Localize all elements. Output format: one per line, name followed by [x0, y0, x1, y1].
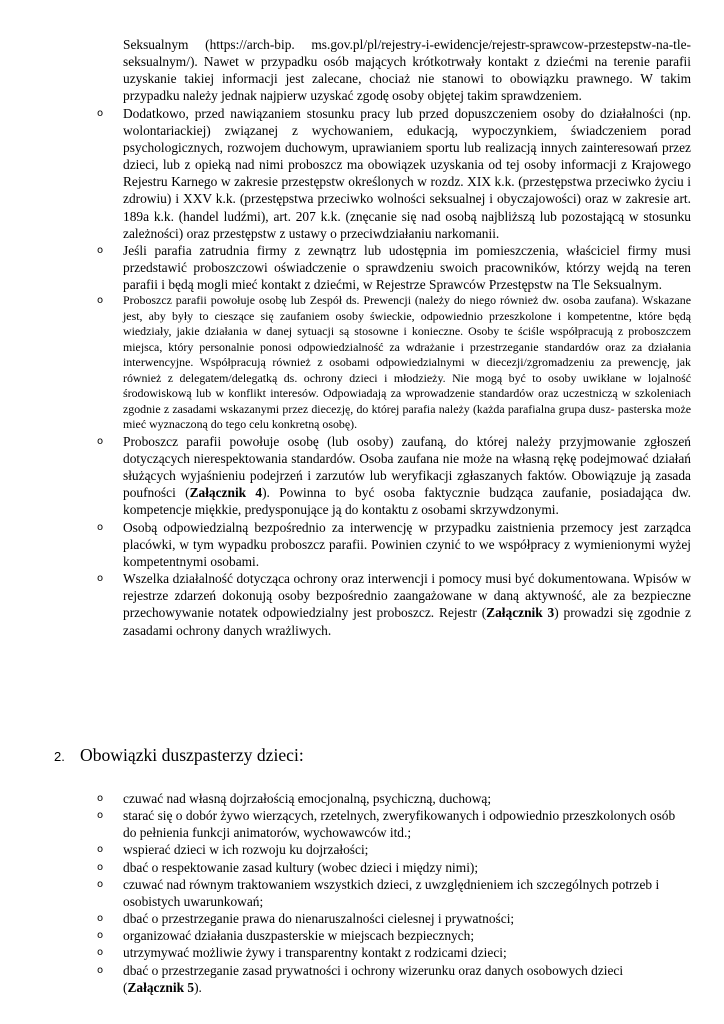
list-item [0, 519, 724, 570]
list-item [0, 242, 724, 293]
list-item [0, 807, 724, 841]
bullet-marker: o [97, 521, 104, 533]
bullet-marker: o [97, 861, 104, 873]
bullet-marker: o [97, 947, 104, 959]
list-item [0, 570, 724, 639]
bullet-marker: o [97, 573, 104, 585]
bullet-marker: o [97, 244, 104, 256]
bullet-marker: o [97, 913, 104, 925]
bullet-marker: o [97, 878, 104, 890]
paragraph-text: Proboszcz parafii powołuje osobę (lub osoby) zaufaną, do której należy przyjmowanie zgłoszeń dotyczących nierespektowania standardów. Osoba zaufana nie może na własną rękę podejmować działań służących wyjaśnieniu podejrzeń i zarzutów lub weryfikacji zgłaszanych faktów. Obowiązuje ją zasada poufności ( [123, 433, 691, 501]
bullet-marker: o [97, 844, 104, 856]
paragraph-text: ). Powinna to być osoba faktycznie budząca zaufanie, posiadająca dw. kompetencje miękkie, predysponujące ją do kontaktu z osobami skrzywdzonymi. [123, 485, 691, 518]
duty-text: dbać o przestrzeganie prawa do nienaruszalności cielesnej i prywatności; [123, 911, 515, 927]
section-number: 2. [54, 749, 65, 764]
duty-text: czuwać nad równym traktowaniem wszystkich dzieci, z uwzględnieniem ich szczególnych potrzeb i osobistych uwarunkowań; [123, 876, 660, 909]
paragraph-text: Dodatkowo, przed nawiązaniem stosunku pracy lub przed dopuszczeniem osoby do działalności (np. wolontariackiej) związanej z wychowaniem, edukacją, wypoczynkiem, świadczeniem porad psychologicznych, rozwojem duchowym, uprawianiem sportu lub realizacją innych zainteresowań przez dzieci, lub z opieką nad nimi proboszcz ma obowiązek uzyskania od tej osoby informacji z Krajowego Rejestru Karnego w zakresie przestępstw określonych w rozdz. XIX k.k. (przestępstwa przeciwko życiu i zdrowiu) i XXV k.k. (przestępstwa przeciwko wolności seksualnej i obyczajowości) oraz w zakresie art. 189a k.k. (handel ludźmi), art. 207 k.k. (znęcanie się nad osobą najbliższą lub pozostającą w stosunku zależności) oraz przestępstw z ustawy o przeciwdziałaniu narkomanii. [123, 105, 691, 241]
paragraph-text: Osobą odpowiedzialną bezpośrednio za interwencję w przypadku zaistnienia przemocy jest zarządca placówki, w tym wypadku proboszcz parafii. Powinien czynić to we współpracy z wymienionymi wyżej kompetentnymi osobami. [123, 519, 691, 569]
duty-text: dbać o przestrzeganie zasad prywatności i ochrony wizerunku oraz danych osobowych dzieci ( [123, 962, 624, 995]
list-item [0, 36, 724, 105]
duty-text: ). [194, 979, 202, 995]
duty-text: starać się o dobór żywo wierzących, rzetelnych, zweryfikowanych i odpowiednio przeszkolonych osób do pełnienia funkcji animatorów, wychowawców itd.; [123, 808, 676, 841]
list-item [0, 790, 724, 807]
duty-text: wspierać dzieci w ich rozwoju ku dojrzałości; [123, 842, 369, 858]
annex-reference: Załącznik 4 [189, 485, 263, 501]
section-title: Obowiązki duszpasterzy dzieci: [80, 745, 304, 765]
bullet-marker: o [97, 295, 104, 307]
paragraph-text: Jeśli parafia zatrudnia firmy z zewnątrz lub udostępnia im pomieszczenia, właściciel firmy musi przedstawić proboszczowi oświadczenie o sprawdzeniu swoich pracowników, którzy wejdą na teren parafii i będą mogli mieć kontakt z dziećmi, w Rejestrze Sprawców Przestępstw na Tle Seksualnym. [123, 242, 691, 293]
bullet-marker: o [97, 930, 104, 942]
duty-text: organizować działania duszpasterskie w miejscach bezpiecznych; [123, 928, 475, 944]
paragraph-text: Wszelka działalność dotycząca ochrony oraz interwencji i pomocy musi być dokumentowana. Wpisów w rejestrze zdarzeń dokonują osoby bezpośrednio zaangażowane w daną aktywność, ale za bezpieczne przechowywanie notatek odpowiedzialny jest proboszcz. Rejestr ( [123, 571, 691, 621]
paragraph-text: Proboszcz parafii powołuje osobę lub Zespół ds. Prewencji (należy do niego również dw. osoba zaufana). Wskazane jest, aby były to cieszące się zaufaniem osoby świeckie, odpowiednio przeszkolone i kompetentne, które będą wiedziały, jakie działania w danej sytuacji są stosowne i konieczne. Osoby te ściśle współpracują z proboszczem miejsca, który personalnie ponosi odpowiedzialność za wdrażanie i przestrzeganie standardów oraz za działania interwencyjne. Współpracują również z osobami odpowiedzialnymi w diecezji/zgromadzeniu za prewencję, jak również z delegatem/delegatką ds. ochrony dzieci i młodzieży. Nie mogą być to osoby uwikłane w lojalność środowiskową lub w konflikt interesów. Odpowiadają za wprowadzenie standardów oraz uczestniczą w szkoleniach zgodnie z zasadami wskazanymi przez diecezję, do której parafia należy (każda parafialna grupa dusz- pasterska może mieć wyznaczoną do tego celu konkretną osobę). [123, 293, 691, 432]
duty-text: utrzymywać możliwie żywy i transparentny kontakt z rodzicami dzieci; [123, 945, 507, 961]
bullet-marker: o [97, 810, 104, 822]
annex-reference: Załącznik 5 [127, 979, 195, 995]
duty-text: czuwać nad własną dojrzałością emocjonalną, psychiczną, duchową; [123, 791, 492, 806]
bullet-marker: o [97, 964, 104, 976]
list-item [0, 962, 724, 996]
list-item [0, 105, 724, 242]
list-item [0, 433, 724, 519]
bullet-marker: o [97, 793, 104, 804]
list-item [0, 876, 724, 910]
list-item [0, 841, 724, 858]
paragraph-text: Seksualnym (https://arch-bip. ms.gov.pl/pl/rejestry-i-ewidencje/rejestr-sprawcow-przestepstw-na-tle-seksualnym/). Nawet w przypadku osób mających krótkotrwały kontakt z dziećmi na terenie parafii uzyskanie takiej informacji jest zalecane, chociaż nie stanowi to obowiązku prawnego. W takim przypadku należy jednak najpierw uzyskać zgodę osoby objętej takim sprawdzeniem. [123, 37, 691, 104]
annex-reference: Załącznik 3 [486, 605, 555, 621]
list-item [0, 293, 724, 433]
duty-text: dbać o respektowanie zasad kultury (wobec dzieci i między nimi); [123, 859, 479, 875]
list-item [0, 910, 724, 927]
section-heading [54, 745, 304, 766]
paragraph-text: ) prowadzi się zgodnie z zasadami ochrony danych wrażliwych. [123, 605, 691, 638]
list-item [0, 944, 724, 961]
list-item [0, 859, 724, 876]
duties-list [0, 790, 724, 996]
bullet-marker: o [97, 435, 104, 447]
list-item [0, 927, 724, 944]
bullet-list [0, 36, 724, 639]
bullet-marker: o [97, 107, 104, 119]
